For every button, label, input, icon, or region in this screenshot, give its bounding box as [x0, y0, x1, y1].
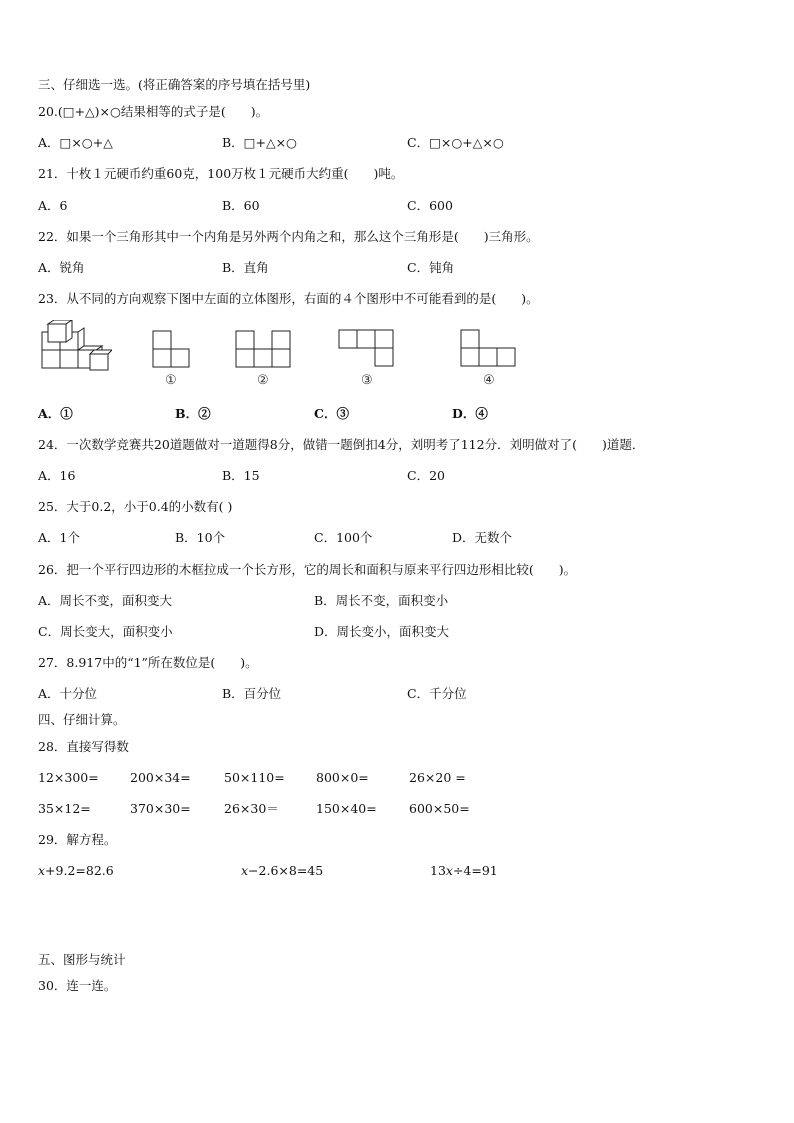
q27-option-b[interactable]: B．百分位 [222, 686, 282, 701]
q24-option-b[interactable]: B．15 [222, 468, 260, 483]
q22-stem: 22．如果一个三角形其中一个内角是另外两个内角之和，那么这个三角形是( )三角形。 [38, 229, 539, 244]
q28-item: 150×40= [316, 801, 377, 816]
q20-option-a[interactable]: A．□×○+△ [38, 135, 113, 150]
q20-option-b[interactable]: B．□+△×○ [222, 135, 297, 150]
q27-option-a[interactable]: A．十分位 [38, 686, 98, 701]
q29-equation: 𝑥−2.6×8=45 [241, 863, 324, 878]
q24-option-a[interactable]: A．16 [38, 468, 76, 483]
q24-stem: 24．一次数学竞赛共20道题做对一道题得8分，做错一题倒扣4分，刘明考了112分．刘明做对了( )道题． [38, 437, 645, 452]
section5-title: 五、图形与统计 [38, 952, 126, 967]
q23-option-b[interactable]: B．② [175, 406, 211, 421]
q28-stem: 28．直接写得数 [38, 739, 129, 754]
q20-option-c[interactable]: C．□×○+△×○ [407, 135, 504, 150]
q23-view-1 [152, 330, 192, 368]
q23-option-a[interactable]: A．① [38, 406, 73, 421]
q26-option-c[interactable]: C．周长变大，面积变小 [38, 624, 173, 639]
q23-view-3 [338, 329, 398, 369]
q28-item: 26×30＝ [224, 801, 279, 816]
q25-stem: 25．大于0.2，小于0.4的小数有( ) [38, 499, 233, 514]
q25-option-d[interactable]: D．无数个 [452, 530, 513, 545]
q28-item: 370×30= [130, 801, 191, 816]
q23-figure-label-3: ③ [361, 373, 373, 388]
q20-stem: 20.(□+△)×○结果相等的式子是( )。 [38, 104, 269, 119]
q25-option-c[interactable]: C．100个 [314, 530, 373, 545]
q27-option-c[interactable]: C．千分位 [407, 686, 467, 701]
q26-option-b[interactable]: B．周长不变，面积变小 [314, 593, 449, 608]
section4-title: 四、仔细计算。 [38, 712, 126, 727]
q23-option-c[interactable]: C．③ [314, 406, 349, 421]
q23-option-d[interactable]: D．④ [452, 406, 488, 421]
q23-figure-label-2: ② [257, 373, 269, 388]
q29-equation: 13𝑥÷4=91 [430, 863, 498, 878]
q29-equation: 𝑥+9.2=82.6 [38, 863, 114, 878]
q29-stem: 29．解方程。 [38, 832, 117, 847]
q28-item: 200×34= [130, 770, 191, 785]
q25-option-b[interactable]: B．10个 [175, 530, 226, 545]
q28-item: 800×0= [316, 770, 369, 785]
q23-figure-label-4: ④ [483, 373, 495, 388]
q24-option-c[interactable]: C．20 [407, 468, 445, 483]
q21-option-c[interactable]: C．600 [407, 198, 453, 213]
q27-stem: 27．8.917中的“1”所在数位是( )。 [38, 655, 258, 670]
section3-title: 三、仔细选一选。(将正确答案的序号填在括号里) [38, 77, 311, 92]
q22-option-c[interactable]: C．钝角 [407, 260, 455, 275]
q23-solid-figure [40, 320, 112, 372]
q25-option-a[interactable]: A．1个 [38, 530, 80, 545]
q30-stem: 30．连一连。 [38, 978, 117, 993]
q21-stem: 21．十枚１元硬币约重60克，100万枚１元硬币大约重( )吨。 [38, 166, 404, 181]
q28-item: 50×110= [224, 770, 285, 785]
q28-item: 600×50= [409, 801, 470, 816]
q28-item: 26×20 = [409, 770, 466, 785]
q26-option-d[interactable]: D．周长变小，面积变大 [314, 624, 450, 639]
q22-option-a[interactable]: A．锐角 [38, 260, 85, 275]
q23-figure-label-1: ① [165, 373, 177, 388]
q21-option-b[interactable]: B．60 [222, 198, 260, 213]
q21-option-a[interactable]: A．6 [38, 198, 68, 213]
q23-stem: 23．从不同的方向观察下图中左面的立体图形，右面的４个图形中不可能看到的是( )。 [38, 291, 539, 306]
q26-stem: 26．把一个平行四边形的木框拉成一个长方形，它的周长和面积与原来平行四边形相比较( )。 [38, 562, 577, 577]
q28-item: 12×300= [38, 770, 99, 785]
q28-item: 35×12= [38, 801, 91, 816]
q23-view-4 [460, 329, 522, 369]
q23-view-2 [235, 330, 295, 368]
q26-option-a[interactable]: A．周长不变，面积变大 [38, 593, 173, 608]
q22-option-b[interactable]: B．直角 [222, 260, 269, 275]
